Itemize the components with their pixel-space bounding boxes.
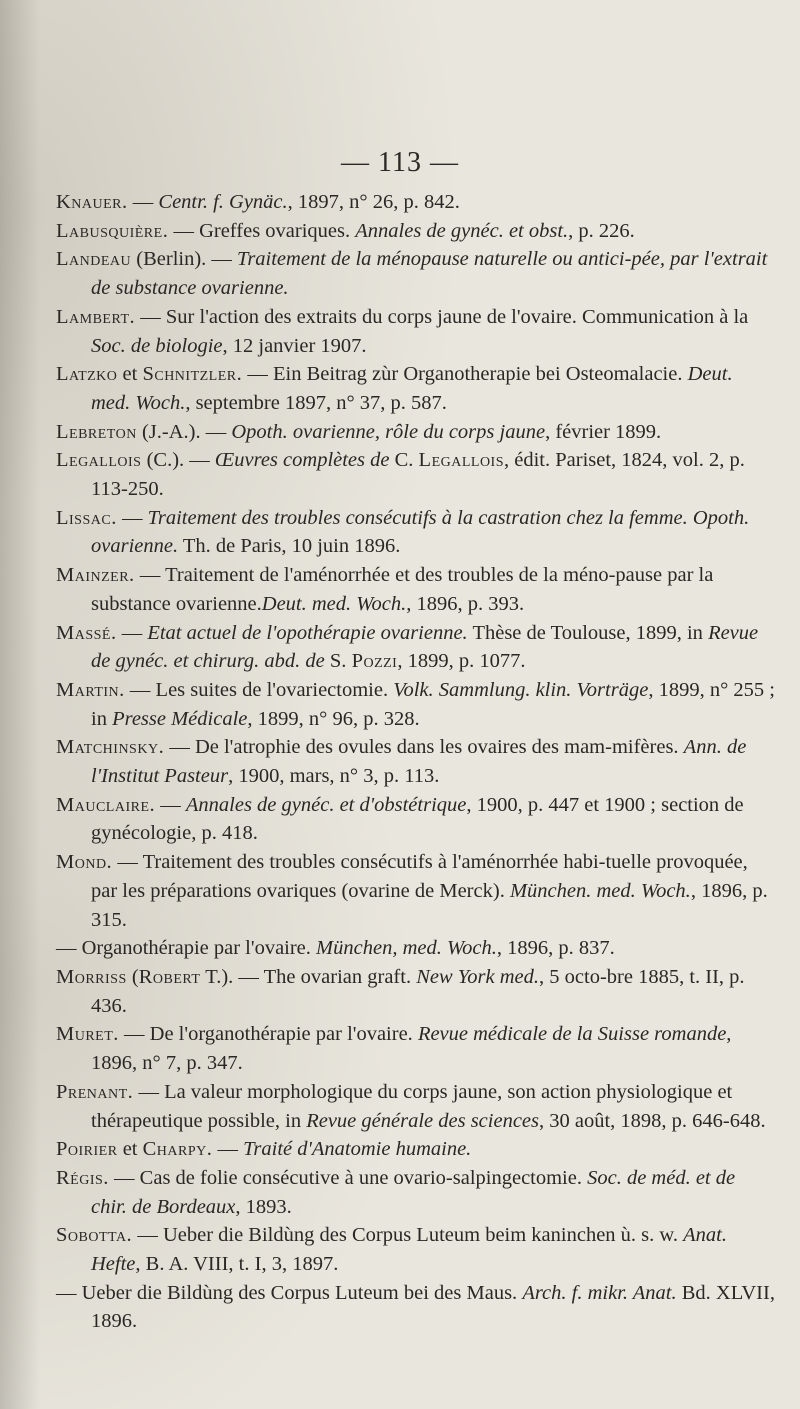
author: Prenant.: [56, 1080, 134, 1103]
bibliography-entry: [56, 848, 776, 934]
bibliography-entry: [56, 418, 776, 447]
work-title: Revue générale des sciences: [306, 1109, 539, 1132]
bibliography-entry: [56, 934, 776, 963]
author: Muret.: [56, 1023, 119, 1046]
entry-text: , 12 janvier 1907.: [222, 334, 367, 357]
author: Lambert.: [56, 305, 136, 328]
bibliography-entry: [56, 1221, 776, 1278]
entry-text: T.). — The ovarian graft.: [200, 965, 417, 988]
bibliography-entry: [56, 245, 776, 302]
entry-text: , 1900, p. 447 et 1900 ; section de gynécologie, p. 418.: [91, 793, 744, 845]
author: Poirier: [56, 1138, 118, 1161]
entry-text: , 5 octo-bre 1885, t. II, p. 436.: [91, 965, 745, 1017]
entry-text: Bd. XLVII, 1896.: [91, 1281, 775, 1333]
entry-text: , 1896, p. 315.: [91, 879, 768, 931]
work-title: Annales de gynéc. et obst.: [355, 219, 569, 242]
author: Sobotta.: [56, 1224, 133, 1247]
author: Matchinsky.: [56, 736, 165, 759]
bibliography-entry: [56, 1279, 776, 1336]
entry-text: — Ein Beitrag zùr Organotherapie bei Osteomalacie.: [242, 363, 688, 386]
entry-text: , 1900, mars, n° 3, p. 113.: [228, 765, 440, 788]
author: Latzko: [56, 363, 118, 386]
entry-text: —: [116, 506, 148, 529]
work-title: Traitement de la ménopause naturelle ou antici-pée, par l'extrait de substance ovarienne.: [91, 248, 768, 300]
author: Mainzer.: [56, 564, 135, 587]
entry-text: , p. 226.: [568, 219, 635, 242]
entry-text: Thèse de Toulouse, 1899, in: [467, 621, 709, 644]
author: Régis.: [56, 1166, 109, 1189]
entry-text: (J.-A.). —: [136, 420, 232, 443]
work-title: Deut. med. Woch.: [261, 592, 407, 615]
entry-text: — La valeur morphologique du corps jaune, son action physiologique et thérapeutique possible, in: [91, 1080, 733, 1132]
author: Mauclaire.: [56, 793, 156, 816]
entry-text: — Organothérapie par l'ovaire.: [56, 937, 317, 960]
entry-text: , février 1899.: [545, 420, 662, 443]
author: Lissac.: [56, 506, 117, 529]
author: Legallois: [418, 449, 505, 472]
bibliography-entry: [56, 303, 776, 360]
entry-text: — Cas de folie consécutive à une ovario-salpingectomie.: [108, 1166, 588, 1189]
work-title: Traitement des troubles consécutifs à la castration chez la femme. Opoth. ovarienne.: [91, 506, 750, 558]
author: Mond.: [56, 851, 113, 874]
work-title: Revue médicale de la Suisse romande: [417, 1023, 727, 1046]
entry-text: — De l'organothérapie par l'ovaire.: [118, 1023, 418, 1046]
entry-text: — Les suites de l'ovariectomie.: [124, 678, 394, 701]
entry-text: —: [127, 191, 159, 213]
entry-text: , 30 août, 1898, p. 646-648.: [539, 1109, 766, 1132]
work-title: Soc. de biologie: [91, 334, 223, 357]
work-title: München. med. Woch.: [509, 879, 691, 902]
entry-text: , 1893.: [235, 1195, 292, 1218]
bibliography-entry: [56, 676, 776, 733]
entry-text: et: [117, 363, 143, 386]
bibliography-entry: [56, 1135, 776, 1164]
entry-text: , 1896, p. 837.: [496, 937, 615, 960]
entry-text: , 1899, n° 96, p. 328.: [247, 707, 420, 730]
entry-text: , septembre 1897, n° 37, p. 587.: [185, 391, 447, 414]
entry-text: et: [117, 1138, 143, 1161]
entry-text: — Traitement des troubles consécutifs à l'aménorrhée habi-tuelle provoquée, par les préparations ovariques (ovarine de Merck).: [91, 851, 748, 902]
author: Robert: [138, 965, 201, 988]
entry-text: , 1899, p. 1077.: [397, 650, 526, 673]
entry-text: (C.). —: [141, 449, 215, 472]
work-title: Presse Médicale: [112, 707, 248, 730]
author: Morriss: [56, 965, 127, 988]
author: Knauer.: [56, 191, 128, 213]
work-title: Ann. de l'Institut Pasteur: [91, 736, 747, 788]
bibliography-entry: [56, 619, 776, 676]
author: Legallois: [56, 449, 142, 472]
work-title: Opoth. ovarienne, rôle du corps jaune: [231, 420, 546, 443]
entry-text: , B. A. VIII, t. I, 3, 1897.: [135, 1253, 339, 1276]
work-title: New York med.: [416, 965, 540, 988]
bibliography-entry: [56, 791, 776, 848]
entry-text: , 1896, p. 393.: [406, 592, 525, 615]
entry-text: — Sur l'action des extraits du corps jaune de l'ovaire. Communication à la: [135, 305, 749, 328]
work-title: München, med. Woch.: [316, 937, 497, 960]
entry-text: , 1899, n° 255 ; in: [91, 678, 775, 730]
entry-text: —: [116, 621, 148, 644]
page-number: — 113 —: [341, 147, 459, 178]
author: Landeau: [56, 248, 132, 271]
entry-text: C.: [389, 449, 419, 472]
entry-text: — Greffes ovariques.: [168, 219, 356, 242]
entry-text: — Traitement de l'aménorrhée et des troubles de la méno-pause par la substance ovarienne.: [91, 564, 714, 615]
entry-text: , 1896, n° 7, p. 347.: [91, 1023, 732, 1075]
bibliography-entry: [56, 561, 776, 618]
entry-text: (Berlin). —: [131, 248, 238, 271]
entry-text: —: [155, 793, 186, 816]
entry-text: —: [212, 1138, 244, 1161]
work-title: Volk. Sammlung. klin. Vorträge: [393, 678, 649, 701]
author: Martin.: [56, 678, 125, 701]
entry-text: , édit. Pariset, 1824, vol. 2, p. 113-250.: [91, 449, 745, 501]
work-title: Soc. de méd. et de chir. de Bordeaux: [91, 1166, 736, 1218]
bibliography-entry: [56, 504, 776, 561]
work-title: Etat actuel de l'opothérapie ovarienne.: [147, 621, 468, 644]
work-title: Revue de gynéc. et chirurg. abd. de: [91, 621, 759, 673]
bibliography-entry: [56, 360, 776, 417]
bibliography-entry: [56, 446, 776, 503]
bibliography-entry: [56, 1078, 776, 1135]
entry-text: — De l'atrophie des ovules dans les ovaires des mam-mifères.: [164, 736, 684, 759]
bibliography-entry: [56, 1020, 776, 1077]
bibliography-entry: [56, 188, 776, 217]
work-title: Traité d'Anatomie humaine.: [243, 1138, 472, 1161]
author: Charpy.: [142, 1138, 213, 1161]
bibliography-entry: [56, 733, 776, 790]
bibliography-entry: [56, 1164, 776, 1221]
work-title: Deut. med. Woch.: [91, 363, 733, 414]
author: Schnitzler.: [142, 363, 243, 386]
work-title: Annales de gynéc. et d'obstétrique: [185, 793, 467, 816]
author: Pozzi: [351, 650, 398, 673]
author: Lebreton: [56, 420, 137, 443]
author: Labusquière.: [56, 219, 169, 242]
work-title: Centr. f. Gynäc.: [158, 191, 288, 213]
entry-text: Th. de Paris, 10 juin 1896.: [178, 535, 401, 558]
bibliography-entry: [56, 217, 776, 246]
work-title: Anat. Hefte: [91, 1224, 727, 1276]
work-title: Œuvres complètes de: [214, 449, 390, 472]
bibliography-entry: [56, 963, 776, 1020]
entry-text: (: [126, 965, 139, 988]
entry-text: , 1897, n° 26, p. 842.: [287, 191, 460, 213]
entry-text: — Ueber die Bildùng des Corpus Luteum bei des Maus.: [56, 1281, 523, 1304]
bibliography-list: [56, 188, 776, 1336]
author: Massé.: [56, 621, 117, 644]
work-title: Arch. f. mikr. Anat.: [522, 1281, 677, 1304]
entry-text: — Ueber die Bildùng des Corpus Luteum beim kaninchen ù. s. w.: [132, 1224, 684, 1247]
entry-text: S.: [324, 650, 352, 673]
